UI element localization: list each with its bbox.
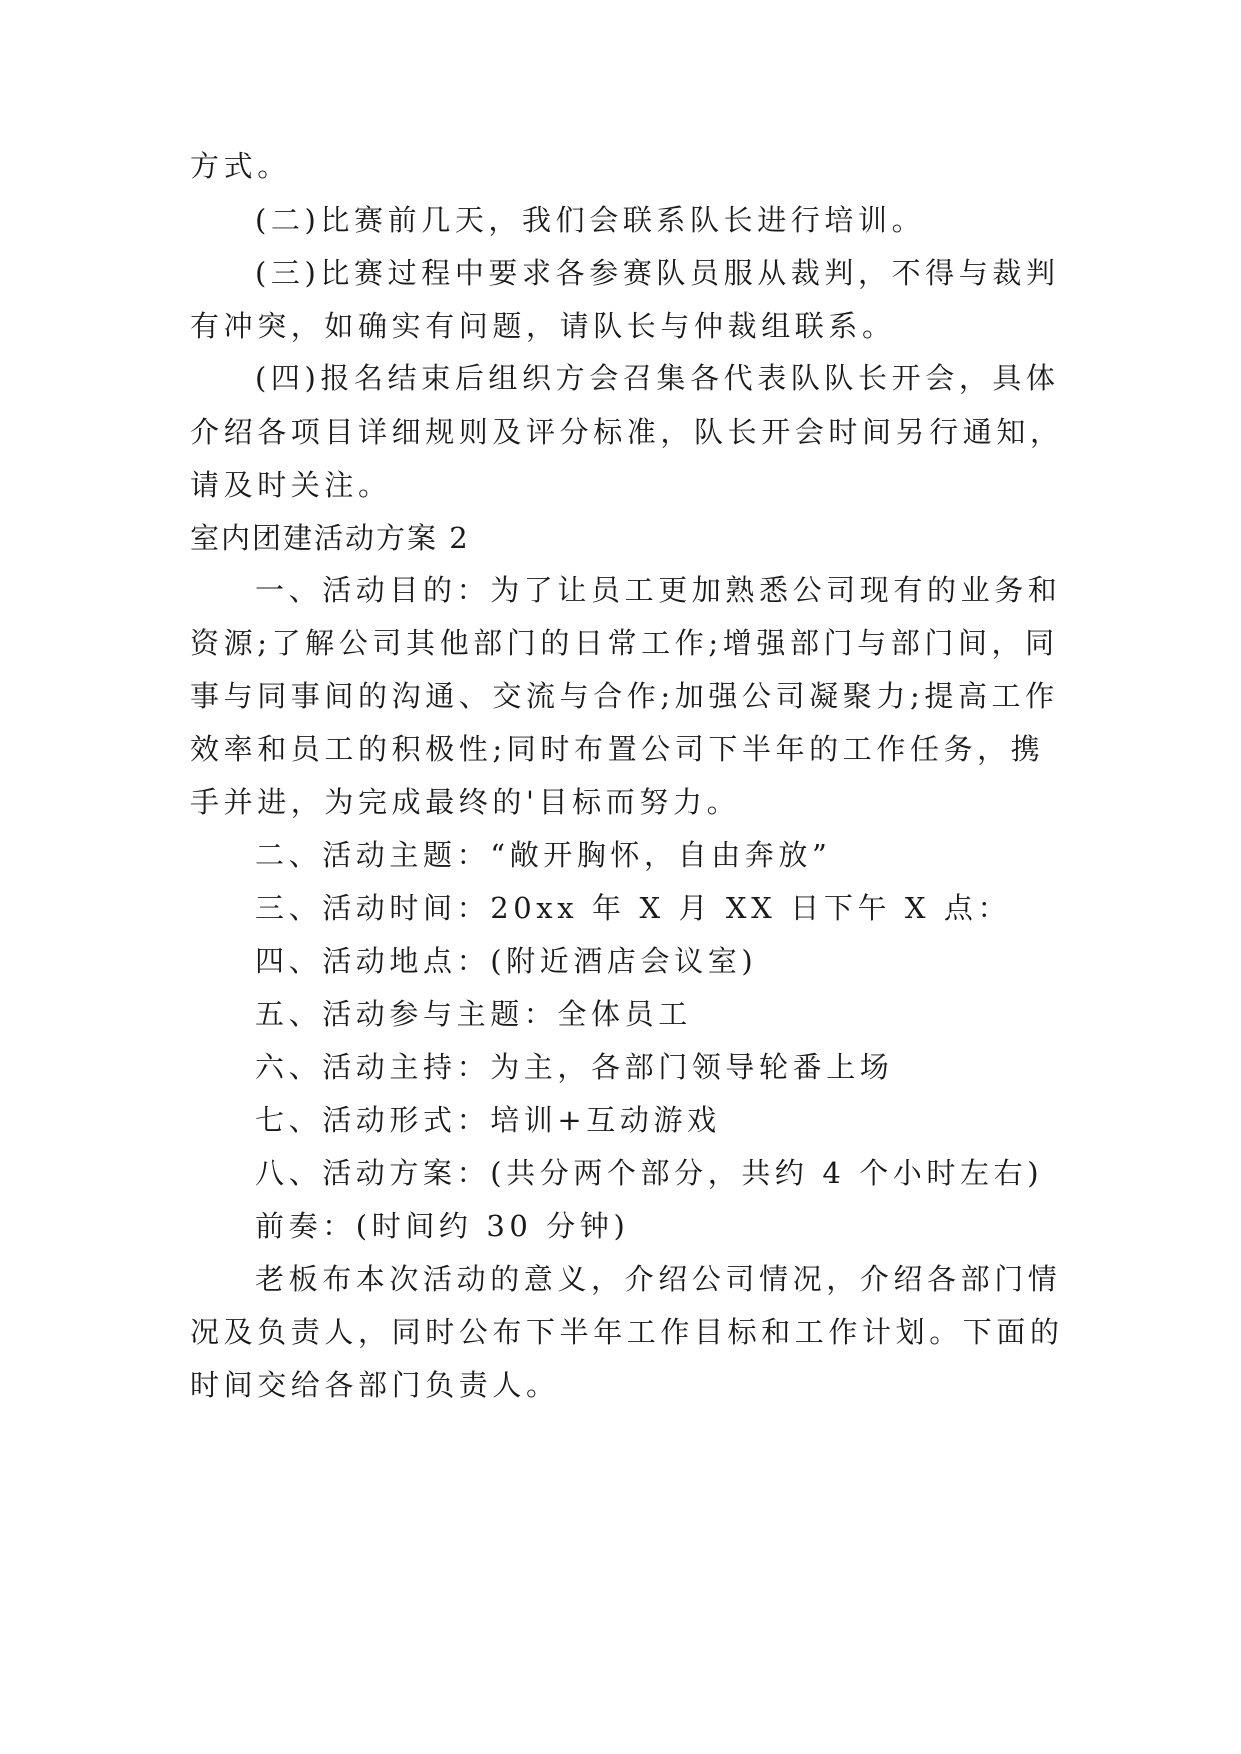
paragraph-line: 有冲突，如确实有问题，请队长与仲裁组联系。 xyxy=(190,309,896,343)
paragraph-line: 三、活动时间：20xx 年 X 月 XX 日下午 X 点： xyxy=(255,891,1012,925)
paragraph-line: 一、活动目的：为了让员工更加熟悉公司现有的业务和 xyxy=(255,573,1062,607)
paragraph-line: 老板布本次活动的意义，介绍公司情况，介绍各部门情 xyxy=(255,1262,1062,1296)
paragraph-line: 方式。 xyxy=(190,149,291,183)
paragraph-line: 请及时关注。 xyxy=(190,468,392,502)
paragraph-line: 况及负责人，同时公布下半年工作目标和工作计划。下面的 xyxy=(190,1315,1064,1349)
paragraph-line: 六、活动主持：为主，各部门领导轮番上场 xyxy=(255,1050,894,1084)
paragraph-line: 手并进，为完成最终的'目标而努力。 xyxy=(190,785,741,819)
paragraph-line: 前奏：(时间约 30 分钟) xyxy=(255,1209,630,1243)
paragraph-line: 介绍各项目详细规则及评分标准，队长开会时间另行通知， xyxy=(190,415,1064,449)
paragraph-line: 资源;了解公司其他部门的日常工作;增强部门与部门间，同 xyxy=(190,626,1059,660)
section-heading: 室内团建活动方案 2 xyxy=(190,521,470,555)
paragraph-line: 四、活动地点：(附近酒店会议室) xyxy=(255,944,758,978)
paragraph-line: (二)比赛前几天，我们会联系队长进行培训。 xyxy=(255,203,926,237)
paragraph-line: (三)比赛过程中要求各参赛队员服从裁判，不得与裁判 xyxy=(255,256,1060,290)
paragraph-line: 效率和员工的积极性;同时布置公司下半年的工作任务，携 xyxy=(190,732,1045,766)
paragraph-line: 五、活动参与主题：全体员工 xyxy=(255,997,692,1031)
paragraph-line: 时间交给各部门负责人。 xyxy=(190,1368,560,1402)
paragraph-line: 八、活动方案：(共分两个部分，共约 4 个小时左右) xyxy=(255,1156,1044,1190)
paragraph-line: 二、活动主题：“敞开胸怀，自由奔放” xyxy=(255,838,832,872)
paragraph-line: 七、活动形式：培训+互动游戏 xyxy=(255,1103,721,1137)
paragraph-line: (四)报名结束后组织方会召集各代表队队长开会，具体 xyxy=(255,361,1060,395)
paragraph-line: 事与同事间的沟通、交流与合作;加强公司凝聚力;提高工作 xyxy=(190,679,1059,713)
